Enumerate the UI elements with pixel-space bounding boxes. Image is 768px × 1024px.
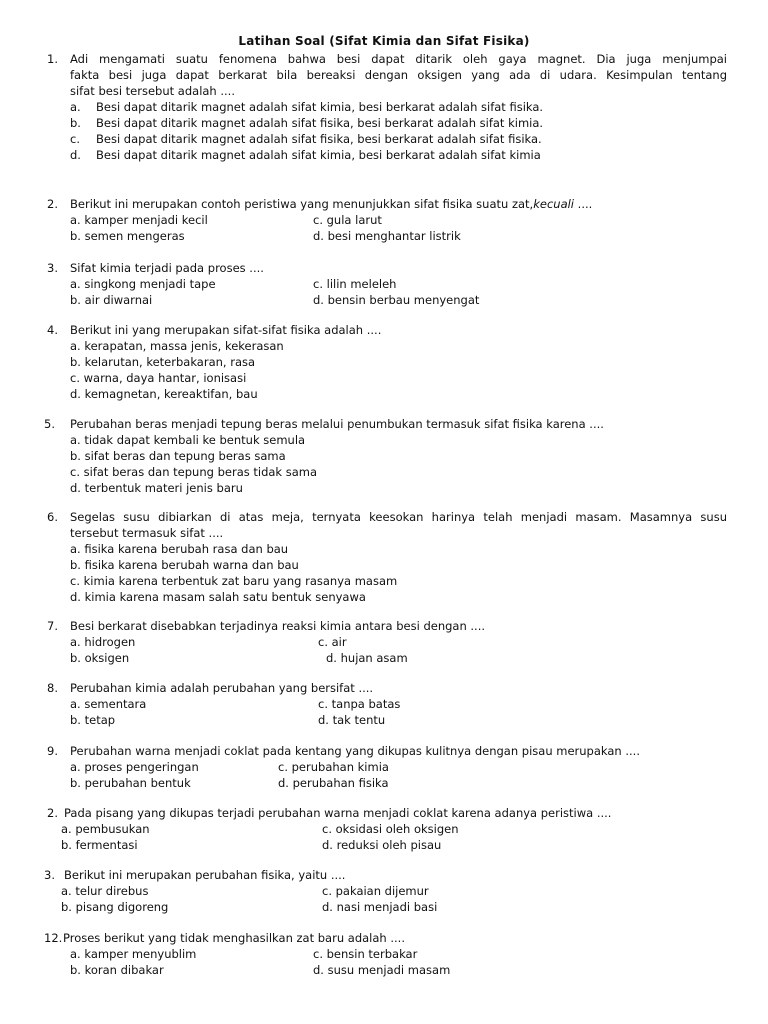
option-d: d. terbentuk materi jenis baru	[70, 481, 243, 495]
question-number: 2.	[47, 197, 58, 211]
option-c: c. bensin terbakar	[313, 947, 418, 961]
question-1	[0, 51, 768, 163]
option-d: d. nasi menjadi basi	[322, 900, 438, 914]
option-d: d. hujan asam	[326, 651, 408, 665]
question-number: 2.	[47, 806, 58, 820]
question-text: Besi berkarat disebabkan terjadinya reaksi kimia antara besi dengan ....	[70, 619, 486, 633]
option-c: c. gula larut	[313, 213, 382, 227]
option-b: b. sifat beras dan tepung beras sama	[70, 449, 286, 463]
question-number: 6.	[47, 510, 58, 524]
emphasis-kecuali: kecuali	[533, 197, 575, 211]
option-d: d. reduksi oleh pisau	[322, 838, 442, 852]
question-11	[0, 867, 768, 915]
option-c: c. air	[318, 635, 347, 649]
option-b: b. oksigen	[70, 651, 130, 665]
question-4	[0, 322, 768, 402]
option-letter: b.	[70, 116, 81, 130]
question-text: sifat besi tersebut adalah ....	[70, 84, 235, 98]
question-number: 9.	[47, 744, 58, 758]
question-number: 1.	[47, 52, 58, 66]
option-a: a. fisika karena berubah rasa dan bau	[70, 542, 289, 556]
option-c: c. oksidasi oleh oksigen	[322, 822, 459, 836]
option-d: d. kemagnetan, kereaktifan, bau	[70, 387, 258, 401]
option-text: Besi dapat ditarik magnet adalah sifat kimia, besi berkarat adalah sifat kimia	[96, 148, 541, 162]
option-c: c. pakaian dijemur	[322, 884, 429, 898]
option-d: d. besi menghantar listrik	[313, 229, 461, 243]
question-2	[0, 196, 768, 244]
option-c: c. lilin meleleh	[313, 277, 397, 291]
option-b	[0, 115, 768, 131]
option-d: d. tak tentu	[318, 713, 386, 727]
option-c	[0, 131, 768, 147]
question-number: 8.	[47, 681, 58, 695]
question-number: 12.	[44, 931, 63, 945]
option-letter: a.	[70, 100, 81, 114]
question-text: Adi mengamati suatu fenomena bahwa besi dapat ditarik oleh gaya magnet. Dia juga menjumpai	[70, 52, 727, 66]
question-10	[0, 805, 768, 853]
question-text: Berikut ini merupakan contoh peristiwa yang menunjukkan sifat fisika suatu zat,kecuali ....	[70, 197, 593, 211]
option-letter: d.	[70, 148, 81, 162]
option-b: b. fermentasi	[61, 838, 138, 852]
option-c: c. tanpa batas	[318, 697, 401, 711]
option-d: d. kimia karena masam salah satu bentuk senyawa	[70, 590, 366, 604]
option-text: Besi dapat ditarik magnet adalah sifat kimia, besi berkarat adalah sifat fisika.	[96, 100, 544, 114]
option-d: d. perubahan fisika	[278, 776, 389, 790]
option-c: c. kimia karena terbentuk zat baru yang rasanya masam	[70, 574, 398, 588]
option-b: b. semen mengeras	[70, 229, 185, 243]
question-text: Sifat kimia terjadi pada proses ....	[70, 261, 264, 275]
option-d	[0, 147, 768, 163]
question-number: 3.	[47, 261, 58, 275]
question-text: Berikut ini merupakan perubahan fisika, yaitu ....	[64, 868, 346, 882]
option-c: c. warna, daya hantar, ionisasi	[70, 371, 247, 385]
option-a: a. singkong menjadi tape	[70, 277, 216, 291]
question-9	[0, 743, 768, 791]
question-number: 5.	[44, 417, 55, 431]
question-text: Pada pisang yang dikupas terjadi perubahan warna menjadi coklat karena adanya peristiwa ....	[64, 806, 612, 820]
option-a: a. pembusukan	[61, 822, 150, 836]
option-letter: c.	[70, 132, 80, 146]
option-b: b. koran dibakar	[70, 963, 164, 977]
question-5	[0, 416, 768, 496]
question-text: Segelas susu dibiarkan di atas meja, ternyata keesokan harinya telah menjadi masam. Masamnya susu	[70, 510, 727, 524]
option-b: b. pisang digoreng	[61, 900, 169, 914]
question-7	[0, 618, 768, 666]
option-text: Besi dapat ditarik magnet adalah sifat fisika, besi berkarat adalah sifat kimia.	[96, 116, 544, 130]
question-6	[0, 509, 768, 605]
question-text: Perubahan beras menjadi tepung beras melalui penumbukan termasuk sifat fisika karena ....	[70, 417, 604, 431]
option-a: a. kamper menjadi kecil	[70, 213, 208, 227]
option-text: Besi dapat ditarik magnet adalah sifat fisika, besi berkarat adalah sifat fisika.	[96, 132, 542, 146]
option-a: a. telur direbus	[61, 884, 149, 898]
option-a: a. sementara	[70, 697, 147, 711]
question-text: Perubahan kimia adalah perubahan yang bersifat ....	[70, 681, 374, 695]
question-number: 3.	[44, 868, 55, 882]
question-12	[0, 930, 768, 978]
option-d: d. susu menjadi masam	[313, 963, 451, 977]
option-c: c. sifat beras dan tepung beras tidak sama	[70, 465, 318, 479]
option-b: b. fisika karena berubah warna dan bau	[70, 558, 299, 572]
question-3	[0, 260, 768, 308]
question-number: 4.	[47, 323, 58, 337]
worksheet-title: Latihan Soal (Sifat Kimia dan Sifat Fisika)	[238, 34, 530, 48]
question-text: Berikut ini yang merupakan sifat-sifat fisika adalah ....	[70, 323, 382, 337]
option-a	[0, 99, 768, 115]
question-text: Perubahan warna menjadi coklat pada kentang yang dikupas kulitnya dengan pisau merupakan ....	[70, 744, 640, 758]
option-b: b. perubahan bentuk	[70, 776, 191, 790]
option-c: c. perubahan kimia	[278, 760, 389, 774]
question-number: 7.	[47, 619, 58, 633]
option-a: a. proses pengeringan	[70, 760, 199, 774]
option-a: a. tidak dapat kembali ke bentuk semula	[70, 433, 306, 447]
question-8	[0, 680, 768, 728]
option-b: b. tetap	[70, 713, 116, 727]
option-a: a. kamper menyublim	[70, 947, 197, 961]
question-text: tersebut termasuk sifat ....	[70, 526, 224, 540]
option-d: d. bensin berbau menyengat	[313, 293, 480, 307]
option-a: a. hidrogen	[70, 635, 136, 649]
option-b: b. air diwarnai	[70, 293, 153, 307]
question-text: fakta besi juga dapat berkarat bila bereaksi dengan oksigen yang ada di udara. Kesimpulan tentang	[70, 68, 727, 82]
option-a: a. kerapatan, massa jenis, kekerasan	[70, 339, 284, 353]
option-b: b. kelarutan, keterbakaran, rasa	[70, 355, 256, 369]
question-text: Proses berikut yang tidak menghasilkan zat baru adalah ....	[63, 931, 405, 945]
